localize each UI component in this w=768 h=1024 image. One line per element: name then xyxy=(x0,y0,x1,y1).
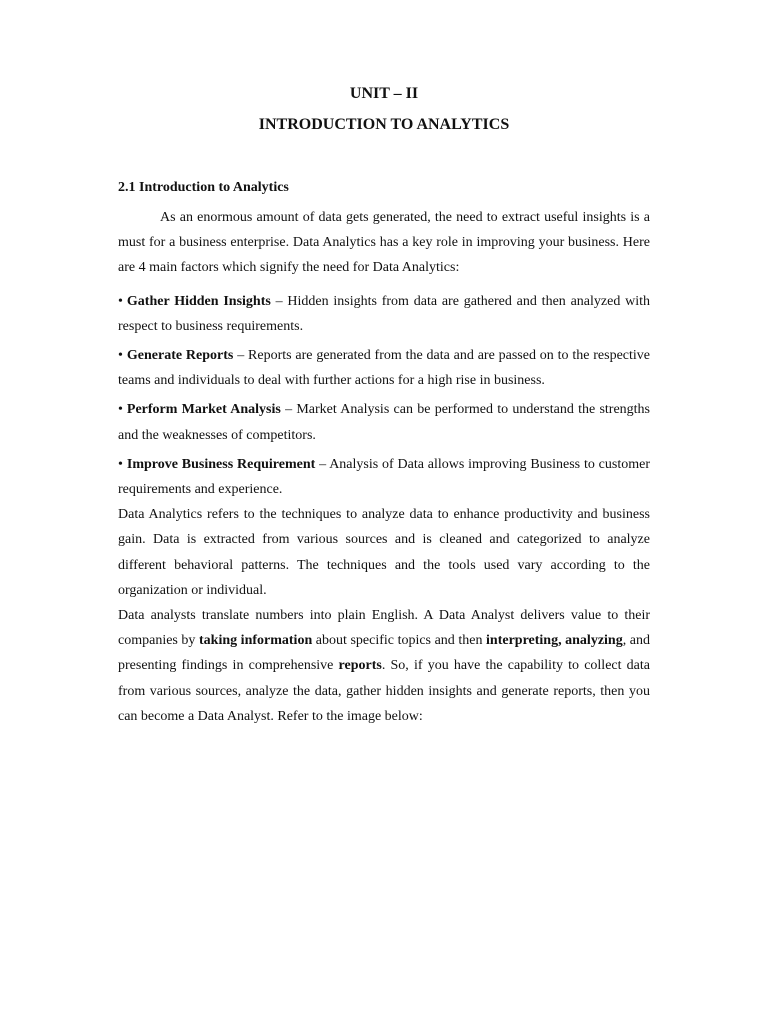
analyst-bold-text: interpreting, analyzing xyxy=(486,633,623,649)
bullet-term: Perform Market Analysis xyxy=(126,402,281,418)
analyst-bold-text: reports xyxy=(338,658,382,674)
bullet-icon: • xyxy=(118,402,123,418)
analyst-paragraph xyxy=(118,603,650,729)
bullet-icon: • xyxy=(118,348,123,364)
unit-title: UNIT – II xyxy=(349,85,419,102)
bullet-icon: • xyxy=(118,456,123,472)
analyst-text: about specific topics and then xyxy=(312,633,487,649)
section-heading: 2.1 Introduction to Analytics xyxy=(118,180,289,195)
bullet-term: Improve Business Requirement xyxy=(126,456,316,472)
definition-paragraph: Data Analytics refers to the techniques to analyze data to enhance productivity and business gain. Data is extracted from various sources and is cleaned and categorized to analyze different behavioral patterns. The techniques and the tools used vary according to the organization or individual. xyxy=(118,507,650,598)
bullet-term: Gather Hidden Insights xyxy=(126,293,271,309)
bullet-text: – Market Analysis can be performed to understand the strengths and the weaknesses of competitors. xyxy=(118,402,650,443)
bullet-text: – Hidden insights from data are gathered and then analyzed with respect to business requirements. xyxy=(118,293,650,334)
list-item xyxy=(118,289,650,339)
bullet-icon: • xyxy=(118,293,123,309)
analyst-text: , and presenting findings in comprehensive xyxy=(118,633,650,674)
list-item xyxy=(118,452,650,502)
bullet-term: Generate Reports xyxy=(126,348,234,364)
factors-list xyxy=(118,289,650,503)
intro-paragraph: As an enormous amount of data gets generated, the need to extract useful insights is a must for a business enterprise. Data Analytics has a key role in improving your business. Here are 4 main factors which signify the need for Data Analytics: xyxy=(118,210,650,276)
chapter-title: INTRODUCTION TO ANALYTICS xyxy=(258,116,510,133)
list-item xyxy=(118,343,650,393)
list-item xyxy=(118,397,650,447)
analyst-text: . So, if you have the capability to collect data from various sources, analyze the data, gather hidden insights and generate reports, then you can become a Data Analyst. Refer to the image below: xyxy=(118,658,650,724)
document-page xyxy=(118,84,650,729)
bullet-text: – Reports are generated from the data and are passed on to the respective teams and individuals to deal with further actions for a high rise in business. xyxy=(118,348,650,389)
analyst-bold-text: taking information xyxy=(199,633,313,649)
analyst-text: Data analysts translate numbers into plain English. A Data Analyst delivers value to their companies by xyxy=(118,608,650,649)
bullet-text: – Analysis of Data allows improving Business to customer requirements and experience. xyxy=(118,456,650,498)
